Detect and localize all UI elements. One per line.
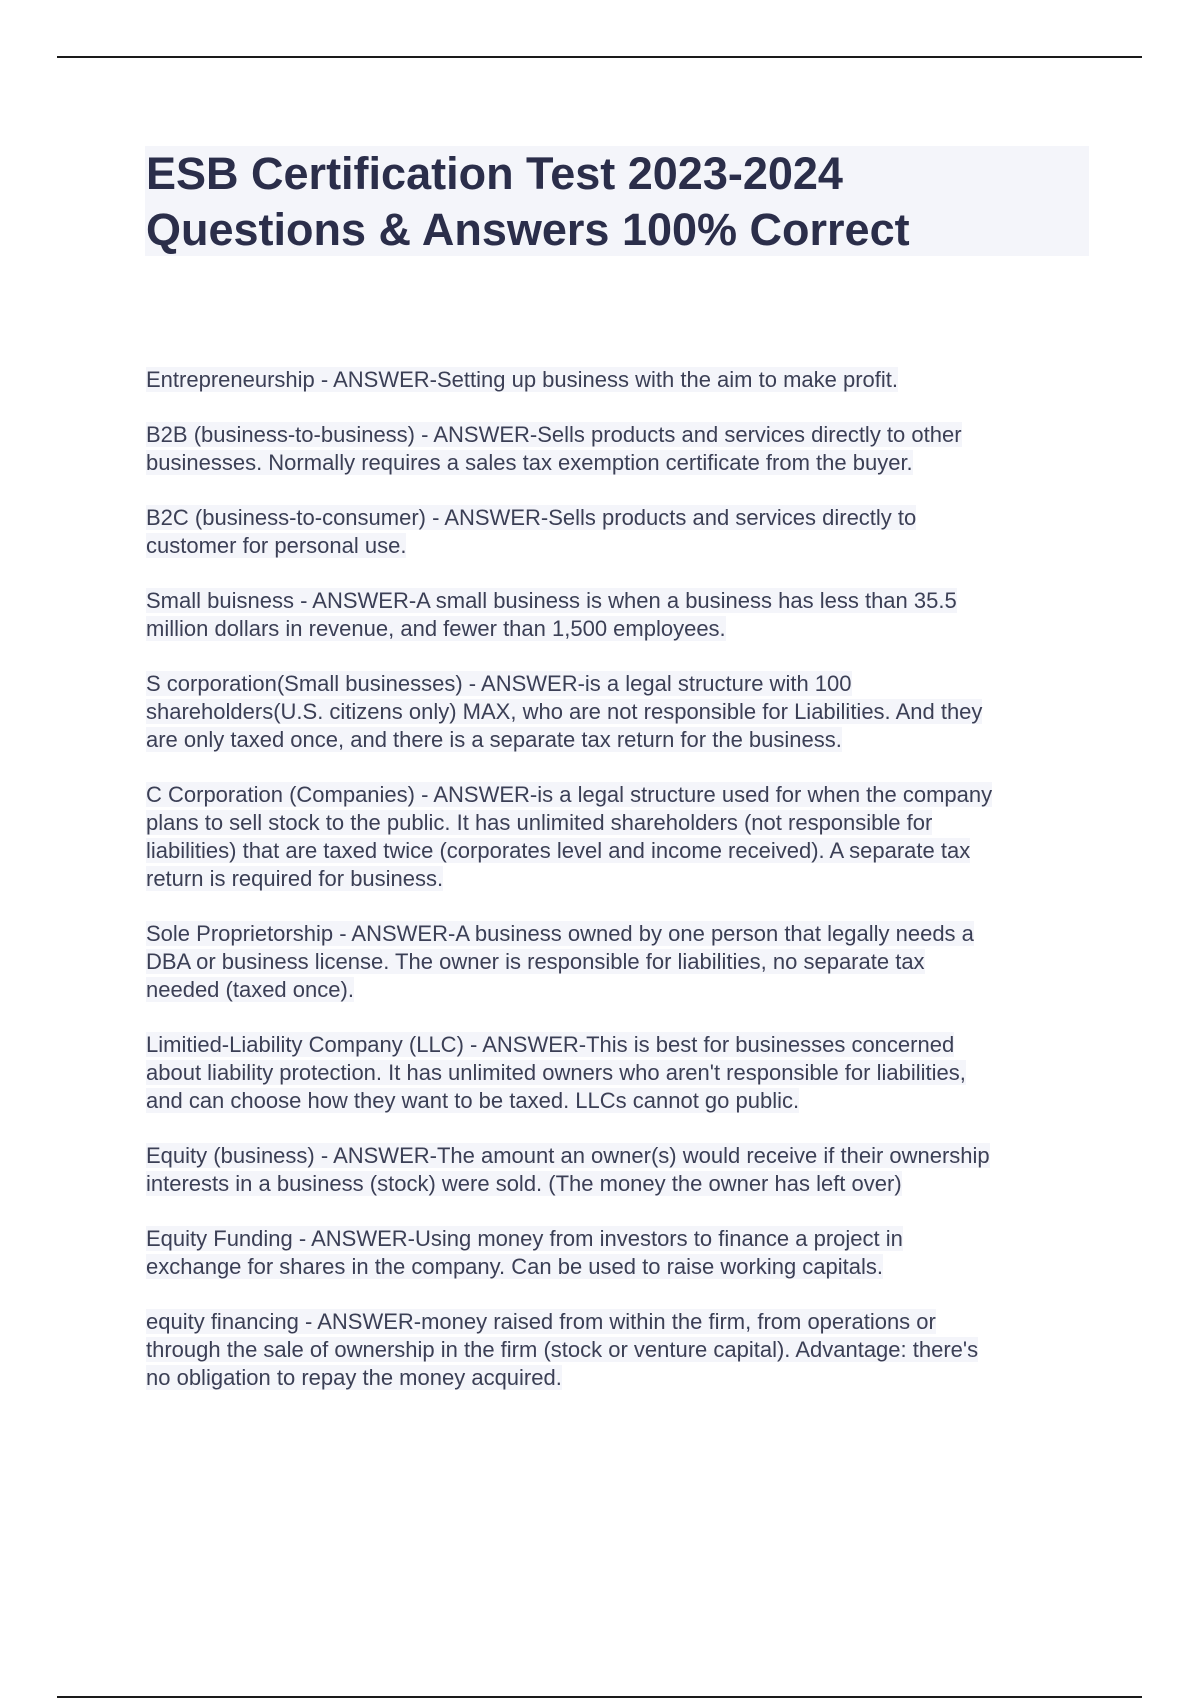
- qa-entry-text: DBA or business license. The owner is responsible for liabilities, no separate tax: [146, 949, 925, 974]
- qa-entry-text: customer for personal use.: [146, 533, 407, 558]
- qa-entry-text: C Corporation (Companies) - ANSWER-is a legal structure used for when the company: [146, 782, 993, 807]
- qa-entry-text: liabilities) that are taxed twice (corporates level and income received). A separate tax: [146, 838, 971, 863]
- qa-entry-line: [146, 781, 1086, 809]
- bottom-rule: [57, 1696, 1142, 1698]
- qa-entry-line: [146, 865, 1086, 893]
- qa-entry-text: B2B (business-to-business) - ANSWER-Sells products and services directly to other: [146, 422, 962, 447]
- qa-entry-text: interests in a business (stock) were sold. (The money the owner has left over): [146, 1171, 902, 1196]
- qa-entry-text: equity financing - ANSWER-money raised from within the firm, from operations or: [146, 1309, 936, 1334]
- qa-entry: [146, 421, 1086, 477]
- qa-entry-line: [146, 948, 1086, 976]
- qa-entry-line: [146, 1364, 1086, 1392]
- qa-entry-line: [146, 1087, 1086, 1115]
- qa-entry-text: exchange for shares in the company. Can be used to raise working capitals.: [146, 1254, 883, 1279]
- qa-entry-line: [146, 1059, 1086, 1087]
- qa-entry-text: are only taxed once, and there is a separate tax return for the business.: [146, 727, 842, 752]
- qa-entry-text: no obligation to repay the money acquired.: [146, 1365, 562, 1390]
- qa-entry-line: [146, 726, 1086, 754]
- qa-entry-text: B2C (business-to-consumer) - ANSWER-Sells products and services directly to: [146, 505, 917, 530]
- qa-entry-line: [146, 1170, 1086, 1198]
- qa-entry-line: [146, 1142, 1086, 1170]
- qa-entry-line: [146, 837, 1086, 865]
- qa-entry-line: [146, 809, 1086, 837]
- qa-entry-line: [146, 615, 1086, 643]
- qa-entry-line: [146, 1253, 1086, 1281]
- qa-entry-line: [146, 587, 1086, 615]
- qa-entry-text: return is required for business.: [146, 866, 444, 891]
- page-title-line-1: ESB Certification Test 2023-2024: [146, 148, 843, 199]
- qa-entry-text: about liability protection. It has unlimited owners who aren't responsible for liabilities,: [146, 1060, 966, 1085]
- top-rule: [57, 56, 1142, 58]
- qa-entry-text: Limitied-Liability Company (LLC) - ANSWER-This is best for businesses concerned: [146, 1032, 955, 1057]
- qa-entry-line: [146, 1336, 1086, 1364]
- qa-entry-text: S corporation(Small businesses) - ANSWER-is a legal structure with 100: [146, 671, 852, 696]
- qa-entry-line: [146, 698, 1086, 726]
- qa-entry: [146, 587, 1086, 643]
- qa-entry: [146, 920, 1086, 1004]
- page-title-line-2: Questions & Answers 100% Correct: [146, 204, 910, 255]
- qa-entry-line: [146, 1031, 1086, 1059]
- qa-entry-text: Small buisness - ANSWER-A small business is when a business has less than 35.5: [146, 588, 957, 613]
- qa-entry-line: [146, 421, 1086, 449]
- qa-entry: [146, 366, 1086, 394]
- qa-entry-line: [146, 976, 1086, 1004]
- qa-entry-text: and can choose how they want to be taxed. LLCs cannot go public.: [146, 1088, 800, 1113]
- qa-entry-line: [146, 670, 1086, 698]
- qa-entry: [146, 1308, 1086, 1392]
- qa-entry: [146, 781, 1086, 893]
- qa-entry-line: [146, 504, 1086, 532]
- qa-entry-text: million dollars in revenue, and fewer than 1,500 employees.: [146, 616, 726, 641]
- qa-entry-line: [146, 920, 1086, 948]
- qa-entry-line: [146, 1308, 1086, 1336]
- qa-entry-text: through the sale of ownership in the firm (stock or venture capital). Advantage: there's: [146, 1337, 979, 1362]
- qa-entry-line: [146, 532, 1086, 560]
- qa-entry-text: plans to sell stock to the public. It has unlimited shareholders (not responsible for: [146, 810, 933, 835]
- qa-entry-line: [146, 1225, 1086, 1253]
- qa-entry-text: Entrepreneurship - ANSWER-Setting up business with the aim to make profit.: [146, 367, 899, 392]
- qa-entry-text: businesses. Normally requires a sales tax exemption certificate from the buyer.: [146, 450, 913, 475]
- qa-entry: [146, 670, 1086, 754]
- qa-entry: [146, 1142, 1086, 1198]
- qa-entry-line: [146, 449, 1086, 477]
- qa-entry: [146, 1031, 1086, 1115]
- qa-entry-text: shareholders(U.S. citizens only) MAX, who are not responsible for Liabilities. And they: [146, 699, 983, 724]
- qa-entry-text: Equity Funding - ANSWER-Using money from investors to finance a project in: [146, 1226, 903, 1251]
- qa-entry-line: [146, 366, 1086, 394]
- qa-entry: [146, 1225, 1086, 1281]
- qa-entry-text: Equity (business) - ANSWER-The amount an owner(s) would receive if their ownership: [146, 1143, 990, 1168]
- qa-entry: [146, 504, 1086, 560]
- qa-entry-text: needed (taxed once).: [146, 977, 354, 1002]
- qa-entry-text: Sole Proprietorship - ANSWER-A business owned by one person that legally needs a: [146, 921, 974, 946]
- qa-list: [146, 366, 1086, 1419]
